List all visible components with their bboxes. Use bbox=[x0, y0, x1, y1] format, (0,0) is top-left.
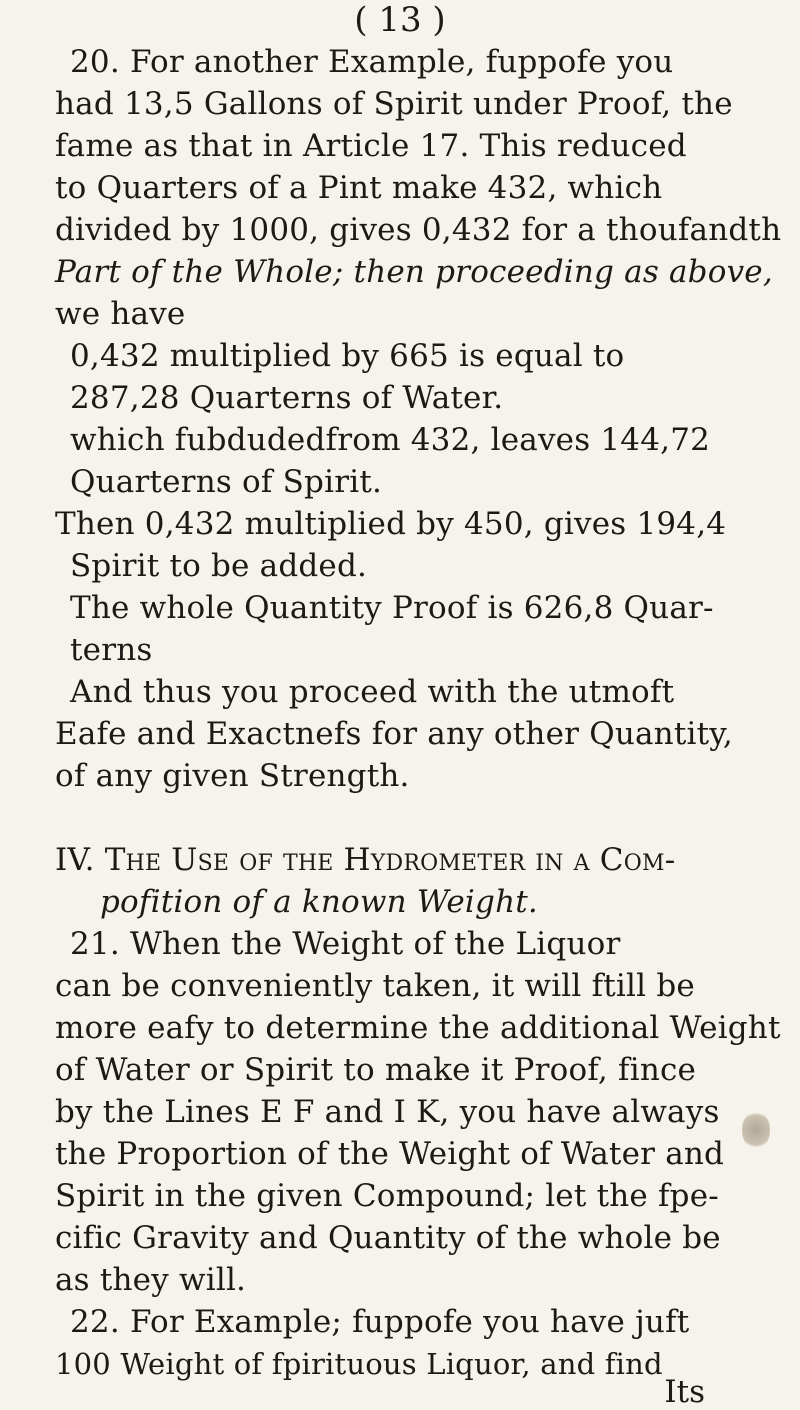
section-heading: pofition of a known Weight. bbox=[100, 884, 538, 920]
text-line: 22. For Example; fuppofe you have juft bbox=[70, 1304, 690, 1340]
text-line: 20. For another Example, fuppofe you bbox=[70, 44, 674, 80]
ink-blot bbox=[742, 1110, 770, 1150]
text-line: had 13,5 Gallons of Spirit under Proof, the bbox=[55, 86, 733, 122]
page-number: ( 13 ) bbox=[354, 0, 446, 40]
text-line: And thus you proceed with the utmoft bbox=[70, 674, 675, 710]
text-line: can be conveniently taken, it will ftill be bbox=[55, 968, 695, 1004]
text-line: divided by 1000, gives 0,432 for a thoufandth bbox=[55, 212, 782, 248]
text-line: by the Lines E F and I K, you have always bbox=[55, 1094, 720, 1130]
text-line: of Water or Spirit to make it Proof, fince bbox=[55, 1052, 697, 1088]
text-line: 100 Weight of fpirituous Liquor, and find bbox=[55, 1347, 663, 1381]
catchword: Its bbox=[664, 1374, 705, 1410]
text-line: we have bbox=[55, 296, 186, 332]
text-line: Then 0,432 multiplied by 450, gives 194,4 bbox=[55, 506, 727, 542]
text-line: terns bbox=[70, 632, 153, 668]
text-line: 0,432 multiplied by 665 is equal to bbox=[70, 338, 625, 374]
text-line: to Quarters of a Pint make 432, which bbox=[55, 170, 663, 206]
text-line: Spirit to be added. bbox=[70, 548, 368, 584]
text-line: more eafy to determine the additional Weight bbox=[55, 1010, 781, 1046]
text-line: of any given Strength. bbox=[55, 758, 410, 794]
text-line: The whole Quantity Proof is 626,8 Quar- bbox=[70, 590, 714, 626]
text-line: cific Gravity and Quantity of the whole be bbox=[55, 1220, 721, 1256]
text-line: which fubdudedfrom 432, leaves 144,72 bbox=[70, 422, 711, 458]
text-line: 21. When the Weight of the Liquor bbox=[70, 926, 621, 962]
text-line: the Proportion of the Weight of Water and bbox=[55, 1136, 725, 1172]
section-heading: IV. The Use of the Hydrometer in a Com- bbox=[55, 842, 676, 878]
text-line: as they will. bbox=[55, 1262, 247, 1298]
text-line: Part of the Whole; then proceeding as above, bbox=[55, 254, 773, 290]
text-line: 287,28 Quarterns of Water. bbox=[70, 380, 504, 416]
text-line: fame as that in Article 17. This reduced bbox=[55, 128, 687, 164]
text-line: Spirit in the given Compound; let the fpe- bbox=[55, 1178, 719, 1214]
text-line: Eafe and Exactnefs for any other Quantity, bbox=[55, 716, 733, 752]
text-line: Quarterns of Spirit. bbox=[70, 464, 383, 500]
